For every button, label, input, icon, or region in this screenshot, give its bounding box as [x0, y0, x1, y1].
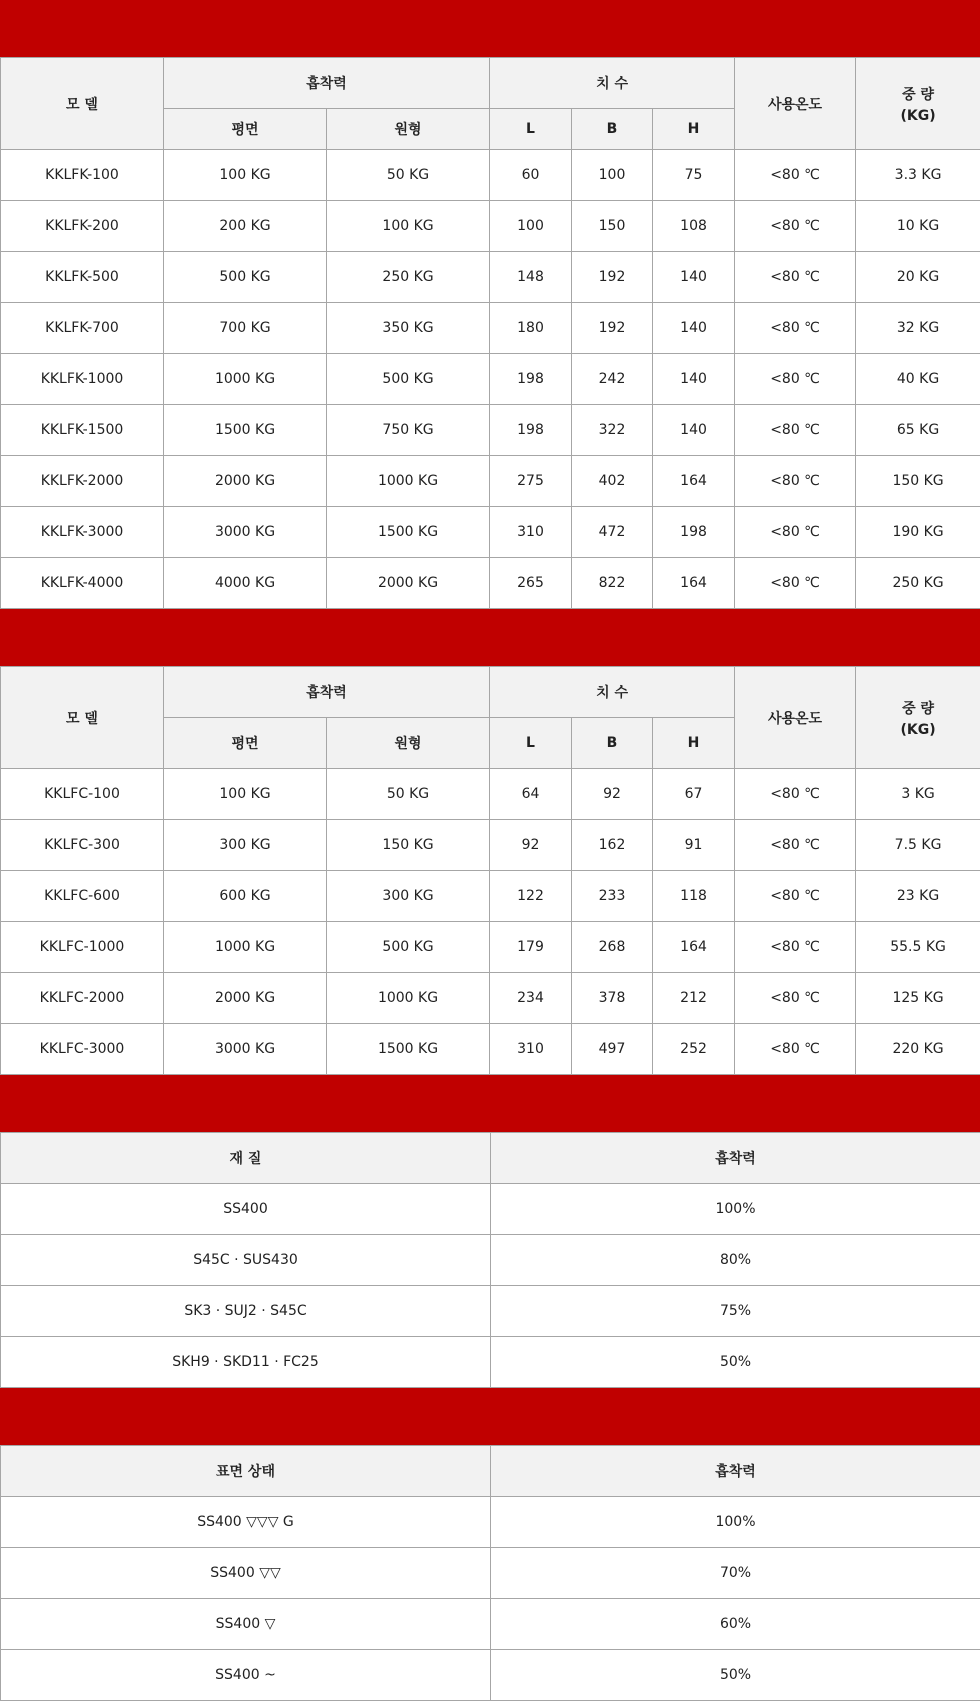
table-cell: KKLFC-300	[1, 820, 164, 871]
table-cell: KKLFK-1500	[1, 405, 164, 456]
table-cell: 402	[572, 456, 653, 507]
table-cell: 198	[653, 507, 735, 558]
table-cell: 242	[572, 354, 653, 405]
table-cell: 3000 KG	[164, 507, 327, 558]
table-cell: 275	[490, 456, 572, 507]
table-cell: 148	[490, 252, 572, 303]
table-cell: 3000 KG	[164, 1024, 327, 1075]
table-cell: 500 KG	[327, 354, 490, 405]
table-cell: 378	[572, 973, 653, 1024]
table-cell: 125 KG	[856, 973, 980, 1024]
table-cell: SS400 ▽	[1, 1599, 491, 1650]
section-band-3	[0, 1075, 980, 1132]
table-cell: KKLFK-100	[1, 150, 164, 201]
table-cell: 497	[572, 1024, 653, 1075]
table-cell: 233	[572, 871, 653, 922]
table-cell: 55.5 KG	[856, 922, 980, 973]
material-table-body	[1, 1184, 980, 1388]
table-cell: 2000 KG	[164, 456, 327, 507]
table-cell: 1000 KG	[327, 973, 490, 1024]
table-cell: 164	[653, 922, 735, 973]
table-cell: 300 KG	[327, 871, 490, 922]
table-row	[1, 252, 980, 303]
table-cell: 265	[490, 558, 572, 609]
table-cell: <80 ℃	[735, 922, 856, 973]
table-row	[1, 354, 980, 405]
header-dimensions: 치 수	[490, 58, 735, 109]
table-cell: 140	[653, 405, 735, 456]
table-cell: KKLFC-2000	[1, 973, 164, 1024]
header-temp: 사용온도	[735, 58, 856, 150]
table-row	[1, 820, 980, 871]
section-band-1	[0, 0, 980, 57]
table-cell: 750 KG	[327, 405, 490, 456]
table-cell: 3 KG	[856, 769, 980, 820]
table-cell: 75	[653, 150, 735, 201]
table-cell: 122	[490, 871, 572, 922]
table-cell: KKLFK-500	[1, 252, 164, 303]
table-cell: 300 KG	[164, 820, 327, 871]
table-cell: <80 ℃	[735, 769, 856, 820]
table-cell: 50%	[491, 1337, 980, 1388]
table-cell: 100%	[491, 1184, 980, 1235]
table-cell: 180	[490, 303, 572, 354]
material-table	[0, 1132, 980, 1388]
table-cell: SS400 ▽▽▽ G	[1, 1497, 491, 1548]
surface-table-body	[1, 1497, 980, 1701]
table-cell: 500 KG	[327, 922, 490, 973]
table-cell: 822	[572, 558, 653, 609]
header-model: 모 델	[1, 667, 164, 769]
table-cell: 140	[653, 303, 735, 354]
header-flat: 평면	[164, 109, 327, 150]
table-cell: 4000 KG	[164, 558, 327, 609]
header-weight	[856, 667, 980, 769]
table-cell: 100 KG	[327, 201, 490, 252]
table-cell: 164	[653, 456, 735, 507]
header-round: 원형	[327, 718, 490, 769]
table-cell: 310	[490, 1024, 572, 1075]
table-cell: 1500 KG	[327, 507, 490, 558]
table-cell: KKLFK-1000	[1, 354, 164, 405]
table-cell: 32 KG	[856, 303, 980, 354]
table-cell: 1500 KG	[164, 405, 327, 456]
table-cell: <80 ℃	[735, 973, 856, 1024]
table-cell: 7.5 KG	[856, 820, 980, 871]
table-row	[1, 769, 980, 820]
table-row	[1, 871, 980, 922]
header-material: 재 질	[1, 1133, 491, 1184]
table-cell: 250 KG	[327, 252, 490, 303]
header-suction-ratio: 흡착력	[491, 1446, 980, 1497]
table-row	[1, 558, 980, 609]
table-row	[1, 922, 980, 973]
table-row	[1, 405, 980, 456]
header-b: B	[572, 109, 653, 150]
table-row	[1, 1235, 980, 1286]
table-cell: KKLFK-3000	[1, 507, 164, 558]
table-cell: 310	[490, 507, 572, 558]
table-cell: 212	[653, 973, 735, 1024]
surface-table	[0, 1445, 980, 1701]
table-cell: 100	[572, 150, 653, 201]
table-cell: 1500 KG	[327, 1024, 490, 1075]
table-cell: 268	[572, 922, 653, 973]
table-cell: <80 ℃	[735, 507, 856, 558]
table-cell: 150 KG	[856, 456, 980, 507]
table-cell: <80 ℃	[735, 405, 856, 456]
header-temp: 사용온도	[735, 667, 856, 769]
table-cell: 75%	[491, 1286, 980, 1337]
table-cell: SS400 ~	[1, 1650, 491, 1701]
table-cell: <80 ℃	[735, 201, 856, 252]
header-suction: 흡착력	[164, 667, 490, 718]
table-cell: SS400	[1, 1184, 491, 1235]
table-cell: 40 KG	[856, 354, 980, 405]
table-cell: 23 KG	[856, 871, 980, 922]
table-row	[1, 456, 980, 507]
table-cell: <80 ℃	[735, 252, 856, 303]
table-cell: 600 KG	[164, 871, 327, 922]
table-cell: 198	[490, 405, 572, 456]
table-cell: 100 KG	[164, 769, 327, 820]
table-cell: S45C · SUS430	[1, 1235, 491, 1286]
table-cell: 2000 KG	[164, 973, 327, 1024]
table-cell: SKH9 · SKD11 · FC25	[1, 1337, 491, 1388]
table-cell: 100 KG	[164, 150, 327, 201]
table-cell: 100%	[491, 1497, 980, 1548]
spec-table-kklfc	[0, 666, 980, 1075]
table-cell: KKLFK-700	[1, 303, 164, 354]
table-cell: <80 ℃	[735, 150, 856, 201]
table-cell: <80 ℃	[735, 558, 856, 609]
table-cell: 200 KG	[164, 201, 327, 252]
table-cell: KKLFC-1000	[1, 922, 164, 973]
table-cell: 234	[490, 973, 572, 1024]
table-row	[1, 201, 980, 252]
table-row	[1, 1497, 980, 1548]
header-weight-label: 중 량	[902, 701, 934, 717]
table-cell: 92	[572, 769, 653, 820]
header-suction: 흡착력	[164, 58, 490, 109]
table-cell: 60%	[491, 1599, 980, 1650]
table-cell: 164	[653, 558, 735, 609]
spec-table-kklfc-body	[1, 769, 980, 1075]
table-cell: 50%	[491, 1650, 980, 1701]
table-cell: KKLFC-600	[1, 871, 164, 922]
table-cell: 118	[653, 871, 735, 922]
header-b: B	[572, 718, 653, 769]
table-cell: 179	[490, 922, 572, 973]
table-row	[1, 1286, 980, 1337]
table-cell: <80 ℃	[735, 871, 856, 922]
table-cell: 50 KG	[327, 150, 490, 201]
table-cell: 140	[653, 252, 735, 303]
table-cell: 350 KG	[327, 303, 490, 354]
header-l: L	[490, 109, 572, 150]
header-weight	[856, 58, 980, 150]
table-row	[1, 1337, 980, 1388]
table-cell: KKLFK-2000	[1, 456, 164, 507]
table-cell: 64	[490, 769, 572, 820]
table-cell: 50 KG	[327, 769, 490, 820]
table-cell: <80 ℃	[735, 456, 856, 507]
header-h: H	[653, 109, 735, 150]
header-round: 원형	[327, 109, 490, 150]
table-cell: SK3 · SUJ2 · S45C	[1, 1286, 491, 1337]
table-cell: KKLFC-3000	[1, 1024, 164, 1075]
section-band-4	[0, 1388, 980, 1445]
table-cell: 700 KG	[164, 303, 327, 354]
table-cell: KKLFK-200	[1, 201, 164, 252]
table-cell: 92	[490, 820, 572, 871]
header-suction-ratio: 흡착력	[491, 1133, 980, 1184]
table-cell: 192	[572, 252, 653, 303]
table-cell: 150	[572, 201, 653, 252]
table-cell: 162	[572, 820, 653, 871]
table-cell: 190 KG	[856, 507, 980, 558]
table-cell: 140	[653, 354, 735, 405]
table-row	[1, 150, 980, 201]
header-l: L	[490, 718, 572, 769]
table-cell: KKLFK-4000	[1, 558, 164, 609]
table-cell: <80 ℃	[735, 1024, 856, 1075]
table-row	[1, 973, 980, 1024]
table-cell: KKLFC-100	[1, 769, 164, 820]
table-cell: 1000 KG	[327, 456, 490, 507]
table-row	[1, 1599, 980, 1650]
header-flat: 평면	[164, 718, 327, 769]
header-model: 모 델	[1, 58, 164, 150]
table-cell: 472	[572, 507, 653, 558]
spec-table-kklfk	[0, 57, 980, 609]
table-cell: 91	[653, 820, 735, 871]
header-weight-unit: (KG)	[856, 722, 980, 738]
table-row	[1, 1184, 980, 1235]
table-cell: 322	[572, 405, 653, 456]
header-weight-unit: (KG)	[856, 108, 980, 124]
table-cell: 108	[653, 201, 735, 252]
table-row	[1, 1650, 980, 1701]
header-dimensions: 치 수	[490, 667, 735, 718]
spec-table-kklfk-body	[1, 150, 980, 609]
header-weight-label: 중 량	[902, 87, 934, 103]
section-band-2	[0, 609, 980, 666]
table-cell: SS400 ▽▽	[1, 1548, 491, 1599]
table-cell: 67	[653, 769, 735, 820]
table-cell: 3.3 KG	[856, 150, 980, 201]
table-cell: 1000 KG	[164, 354, 327, 405]
table-row	[1, 507, 980, 558]
table-cell: 2000 KG	[327, 558, 490, 609]
table-cell: 60	[490, 150, 572, 201]
table-cell: <80 ℃	[735, 354, 856, 405]
table-cell: 10 KG	[856, 201, 980, 252]
table-cell: 252	[653, 1024, 735, 1075]
header-surface: 표면 상태	[1, 1446, 491, 1497]
table-cell: 198	[490, 354, 572, 405]
table-cell: 65 KG	[856, 405, 980, 456]
table-cell: 220 KG	[856, 1024, 980, 1075]
table-row	[1, 1548, 980, 1599]
table-cell: 192	[572, 303, 653, 354]
table-cell: 100	[490, 201, 572, 252]
table-cell: 1000 KG	[164, 922, 327, 973]
table-cell: 250 KG	[856, 558, 980, 609]
table-cell: 500 KG	[164, 252, 327, 303]
table-cell: 80%	[491, 1235, 980, 1286]
table-cell: 20 KG	[856, 252, 980, 303]
table-cell: <80 ℃	[735, 303, 856, 354]
table-row	[1, 1024, 980, 1075]
table-cell: 150 KG	[327, 820, 490, 871]
table-cell: <80 ℃	[735, 820, 856, 871]
table-cell: 70%	[491, 1548, 980, 1599]
header-h: H	[653, 718, 735, 769]
table-row	[1, 303, 980, 354]
